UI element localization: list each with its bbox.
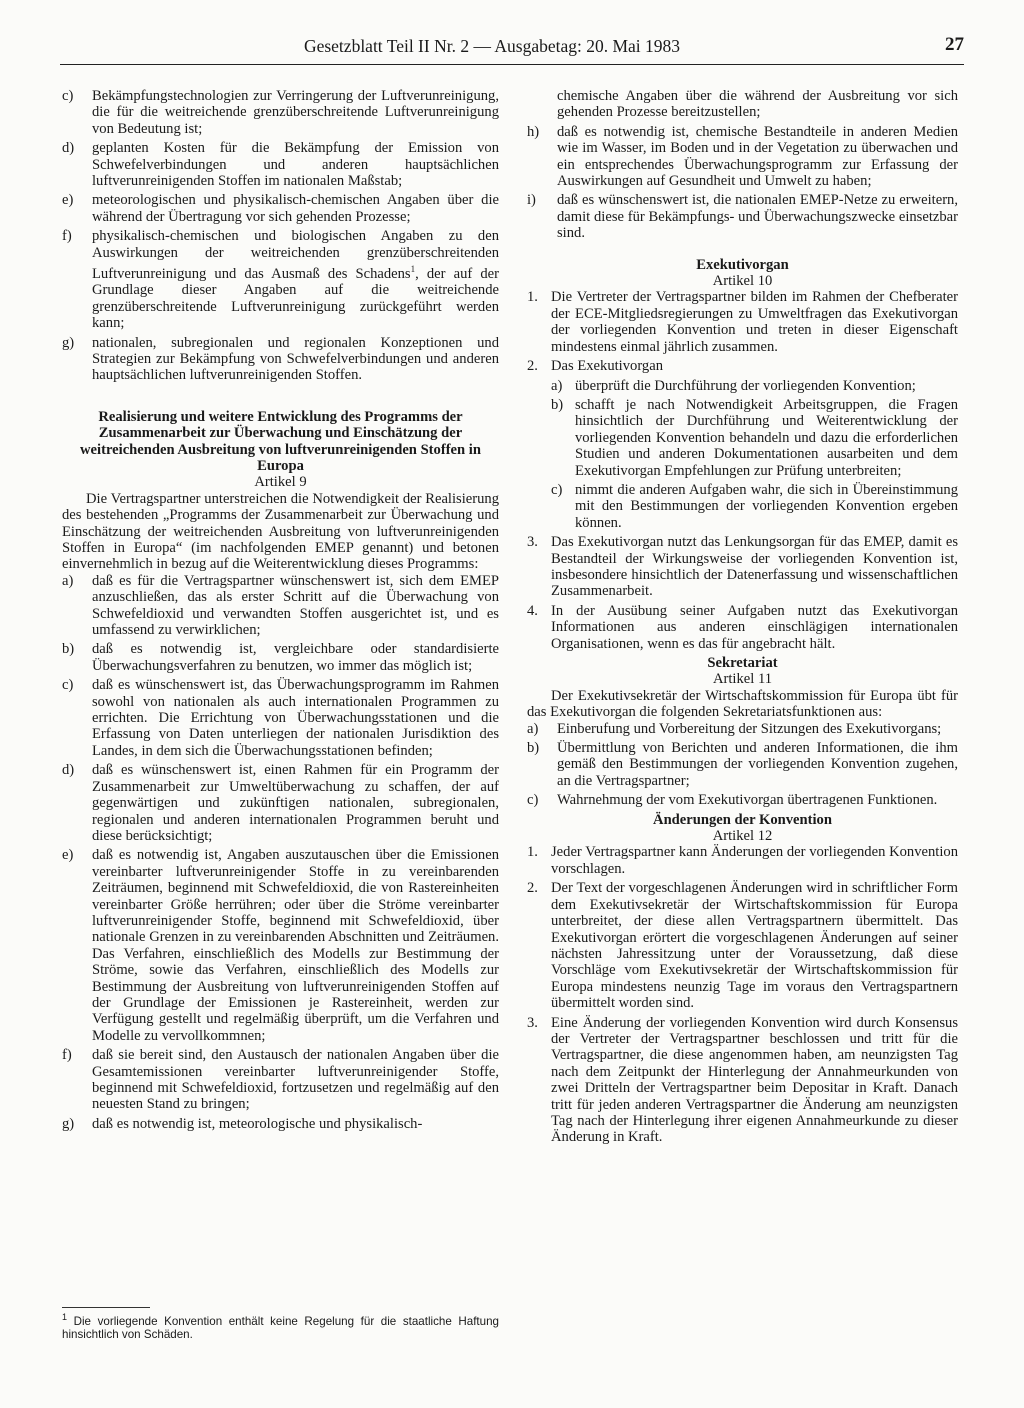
page-number: 27 bbox=[945, 34, 964, 55]
item-text: chemische Angaben über die während der Ausbreitung vor sich gehenden Prozesse bereitzustellen; bbox=[557, 88, 958, 121]
item-label-spacer bbox=[527, 88, 557, 121]
item-text: Die Vertreter der Vertragspartner bilden im Rahmen der Chefberater der ECE-Mitgliedsregierungen zu Umweltfragen das Exekutivorgan der vorliegenden Konvention und treten in dieser Eigenschaft mindestens einmal jährlich zusammen. bbox=[551, 289, 958, 355]
item-label: 2. bbox=[527, 358, 538, 375]
item-label: b) bbox=[551, 396, 564, 413]
item-text: nimmt die anderen Aufgaben wahr, die sich in Übereinstimmung mit den Bestimmungen der vorliegenden Konvention ergeben können. bbox=[575, 481, 958, 531]
spacer bbox=[62, 387, 499, 409]
item-label: e) bbox=[62, 192, 74, 209]
item-text: überprüft die Durchführung der vorliegenden Konvention; bbox=[575, 377, 916, 394]
list-item bbox=[62, 762, 499, 844]
item-text: daß es wünschenswert ist, das Überwachungsprogramm im Rahmen sowohl von nationalen als auch internationalen Programmen zu errichten. Die Errichtung von Überwachungsstationen und die Erfassung von Daten unterliegen der nationalen Jurisdiktion des Landes, in dem sich die Überwachungsstationen befinden; bbox=[92, 677, 499, 759]
item-label: 3. bbox=[527, 1014, 538, 1031]
item-text: meteorologischen und physikalisch-chemischen Angaben über die während der Übertragung vor sich gehenden Prozesse; bbox=[92, 192, 499, 225]
item-label: 1. bbox=[527, 844, 538, 861]
item-label: f) bbox=[62, 228, 72, 245]
list-item bbox=[62, 847, 499, 1044]
item-label: i) bbox=[527, 192, 536, 209]
item-label: g) bbox=[62, 334, 75, 351]
list-item bbox=[62, 641, 499, 674]
item-text-part: physikalisch-chemischen und biologischen Angaben zu den Auswirkungen der weitreichenden grenzüberschreitenden Luftverunreinigung und das Ausmaß des Schadens bbox=[92, 228, 499, 282]
item-text: In der Ausübung seiner Aufgaben nutzt das Exekutivorgan Informationen aus anderen einschlägigen internationalen Organisationen, wenn es das für angebracht hält. bbox=[551, 602, 958, 652]
item-label: c) bbox=[62, 88, 74, 104]
item-text: Der Text der vorgeschlagenen Änderungen wird in schriftlicher Form dem Exekutivsekretär der Wirtschaftskommission für Europa unterbreitet, der diese allen Vertragspartnern übermittelt. Das Exekutivorgan erörtert die vorgeschlagenen Änderungen auf seiner nächsten Jahressitzung unter der Voraussetzung, daß diese Vorschläge vom Exekutivsekretär der Wirtschaftskommission für Europa mindestens neunzig Tage im voraus den Vertragspartnern übermittelt worden sind. bbox=[551, 880, 958, 1012]
item-label: 1. bbox=[527, 289, 538, 306]
item-text: daß es notwendig ist, Angaben auszutauschen über die Emissionen vereinbarter luftverunreinigender Stoffe in zu vereinbarenden Zeiträumen, beginnend mit Schwefeldioxid, die von Rastereinheiten vereinbarter Größe herrühren; oder über die Ströme vereinbarter luftverunreinigender Stoffe, beginnend mit Schwefeldioxid, über nationale Grenzen in zu vereinbarenden Abschnitten und Zeiträumen. Das Verfahren, einschließlich des Modells zur Bestimmung der Ströme, sowie das Verfahren, einschließlich des Modells zur Bestimmung der Ausbreitung von luftverunreinigenden Stoffen auf der Grundlage der Emissionen je Rastereinheit, werden zur Verfügung gestellt und regelmäßig überprüft, um die Verfahren und Modelle zu vervollkommnen; bbox=[92, 847, 499, 1044]
numbered-item bbox=[527, 603, 958, 652]
item-text: Bekämpfungstechnologien zur Verringerung der Luftverunreinigung, die für die weitreichende grenzüberschreitende Luftverunreinigung von Bedeutung ist; bbox=[92, 88, 499, 137]
footnote-text: Die vorliegende Konvention enthält keine Regelung für die staatliche Haftung hinsichtlich von Schäden. bbox=[62, 1314, 499, 1341]
numbered-item bbox=[527, 289, 958, 355]
item-label: 4. bbox=[527, 602, 538, 619]
list-item bbox=[62, 573, 499, 639]
paragraph: Der Exekutivsekretär der Wirtschaftskommission für Europa übt für das Exekutivorgan die folgenden Sekretariatsfunktionen aus: bbox=[527, 687, 958, 721]
item-label: a) bbox=[527, 720, 539, 737]
article-number: Artikel 9 bbox=[254, 474, 307, 491]
item-text: Eine Änderung der vorliegenden Konvention wird durch Konsensus der Vertreter der Vertragspartner beschlossen und tritt für die Vertragspartner, die diese angenommen haben, am neunzigsten Tag nach dem Zeitpunkt der Hinterlegung der Annahmeurkunden von zwei Dritteln der Vertragspartner beim Depositar in Kraft. Danach tritt für jeden anderen Vertragspartner die Änderung am neunzigsten Tag nach der Hinterlegung ihrer eigenen Annahmeurkunde zu dieser Änderung in Kraft. bbox=[551, 1014, 958, 1146]
item-label: c) bbox=[551, 481, 563, 498]
page-header bbox=[60, 34, 964, 65]
item-text: daß es notwendig ist, meteorologische und physikalisch- bbox=[92, 1115, 423, 1132]
spacer bbox=[527, 245, 958, 257]
item-text: Das Exekutivorgan nutzt das Lenkungsorgan für das EMEP, damit es Bestandteil der Wirkungsweise der vorliegenden Konvention ist, insbesondere hinsichtlich der Datenerfassung und wissenschaftlichen Zusammenarbeit. bbox=[551, 534, 958, 600]
list-item bbox=[62, 677, 499, 759]
sub-item bbox=[551, 378, 958, 394]
item-text: nationalen, subregionalen und regionalen Konzeptionen und Strategien zur Bekämpfung von Schwefelverbindungen und anderen hauptsächlichen luftverunreinigenden Stoffen. bbox=[92, 334, 499, 384]
left-column bbox=[62, 88, 499, 1135]
item-label: c) bbox=[62, 677, 74, 694]
article-number: Artikel 10 bbox=[712, 273, 773, 290]
item-text: daß es notwendig ist, chemische Bestandteile in anderen Medien wie im Wasser, im Boden und in der Vegetation zu überwachen und ein entsprechendes Überwachungsprogramm zur Erfassung der Auswirkungen auf Gesundheit und Umwelt zu haben; bbox=[557, 123, 958, 190]
item-text: geplanten Kosten für die Bekämpfung der Emission von Schwefelverbindungen und anderen hauptsächlichen luftverunreinigenden Stoffen im nationalen Maßstab; bbox=[92, 140, 499, 190]
footnote-marker: 1 bbox=[62, 1312, 68, 1322]
list-item bbox=[527, 124, 958, 190]
section-heading: Exekutivorgan bbox=[696, 256, 789, 273]
item-text: daß es wünschenswert ist, einen Rahmen für ein Programm der Zusammenarbeit zur Umweltüberwachung zu schaffen, der auf gegenwärtigen und zukünftigen nationalen, subregionalen, regionalen und anderen internationalen Programmen beruht und diese berücksichtigt; bbox=[92, 762, 499, 844]
item-label: f) bbox=[62, 1047, 72, 1064]
item-label: c) bbox=[527, 792, 539, 809]
item-text: schafft je nach Notwendigkeit Arbeitsgruppen, die Fragen hinsichtlich der Durchführung und Weiterentwicklung der vorliegenden Konvention behandeln und dazu die erforderlichen Studien und anderen Dokumentationen ausarbeiten und dem Exekutivorgan Empfehlungen zur Prüfung unterbreiten; bbox=[575, 396, 958, 479]
article-number: Artikel 11 bbox=[712, 671, 773, 688]
list-item bbox=[527, 721, 958, 737]
sub-item bbox=[551, 397, 958, 479]
item-label: b) bbox=[62, 641, 75, 658]
section-heading: Sekretariat bbox=[707, 655, 778, 671]
list-item-continuation bbox=[527, 88, 958, 121]
item-label: 3. bbox=[527, 534, 538, 551]
footnote-reference[interactable]: 1 bbox=[410, 264, 416, 275]
item-label: d) bbox=[62, 762, 75, 779]
list-item bbox=[62, 1047, 499, 1113]
list-item bbox=[62, 140, 499, 189]
item-label: g) bbox=[62, 1115, 75, 1132]
item-text: daß es für die Vertragspartner wünschenswert ist, sich dem EMEP anzuschließen, das als erster Schritt auf die Überwachung von Schwefeldioxid und verwandten Stoffen ausgerichtet ist, und es umfassend zu verwirklichen; bbox=[92, 572, 499, 639]
item-text: Übermittlung von Berichten und anderen Informationen, die ihm gemäß den Bestimmungen der vorliegenden Konvention zugehen, an die Vertragspartner; bbox=[557, 740, 958, 789]
item-text: Einberufung und Vorbereitung der Sitzungen des Exekutivorgans; bbox=[557, 720, 942, 737]
list-item bbox=[527, 740, 958, 789]
numbered-item bbox=[527, 358, 958, 374]
list-item bbox=[62, 335, 499, 384]
list-item bbox=[62, 1116, 499, 1132]
item-text: Das Exekutivorgan bbox=[551, 358, 663, 375]
item-text: daß es notwendig ist, vergleichbare oder standardisierte Überwachungsverfahren zu benutzen, wo immer das möglich ist; bbox=[92, 641, 499, 674]
item-text-part: , der auf der Grundlage dieser Angaben auf die weitreichende grenzüberschreitende Luftverunreinigung zurückgeführt werden kann; bbox=[92, 265, 499, 332]
list-item bbox=[527, 792, 958, 808]
paragraph: Die Vertragspartner unterstreichen die Notwendigkeit der Realisierung des bestehenden „Programms der Zusammenarbeit zur Überwachung und Einschätzung der weitreichenden Ausbreitung von luftverunreinigenden Stoffen in Europa“ (im nachfolgenden EMEP genannt) und betonen einvernehmlich in bezug auf die Weiterentwicklung dieses Programms: bbox=[62, 490, 499, 573]
item-label: b) bbox=[527, 740, 540, 757]
section-heading: Änderungen der Konvention bbox=[653, 811, 832, 828]
list-item bbox=[62, 88, 499, 137]
sub-item bbox=[551, 482, 958, 531]
item-label: e) bbox=[62, 847, 74, 864]
list-item bbox=[527, 192, 958, 241]
list-item bbox=[62, 192, 499, 225]
section-heading: Realisierung und weitere Entwicklung des Programms der Zusammenarbeit zur Überwachung und Einschätzung der weitreichenden Ausbreitung von luftverunreinigenden Stoffen in Europa bbox=[80, 408, 481, 474]
item-text: Wahrnehmung der vom Exekutivorgan übertragenen Funktionen. bbox=[557, 792, 938, 809]
header-title: Gesetzblatt Teil II Nr. 2 — Ausgabetag: 20. Mai 1983 bbox=[303, 36, 681, 56]
numbered-item bbox=[527, 534, 958, 600]
item-text: daß sie bereit sind, den Austausch der nationalen Angaben über die Gesamtemissionen vereinbarter luftverunreinigender Stoffe, beginnend mit Schwefeldioxid, fortzusetzen und regelmäßig auf den neuesten Stand zu bringen; bbox=[92, 1047, 499, 1113]
item-label: h) bbox=[527, 123, 540, 140]
item-label: 2. bbox=[527, 880, 538, 897]
numbered-item bbox=[527, 1015, 958, 1146]
article-number: Artikel 12 bbox=[712, 828, 773, 845]
numbered-item bbox=[527, 844, 958, 877]
item-label: a) bbox=[62, 572, 74, 589]
item-text: Jeder Vertragspartner kann Änderungen der vorliegenden Konvention vorschlagen. bbox=[551, 844, 958, 877]
numbered-item bbox=[527, 880, 958, 1011]
item-label: a) bbox=[551, 377, 563, 394]
footnote bbox=[62, 1311, 499, 1341]
item-label: d) bbox=[62, 140, 75, 157]
item-text bbox=[92, 228, 499, 331]
right-column bbox=[527, 88, 958, 1149]
footnote-divider bbox=[62, 1307, 150, 1308]
list-item bbox=[62, 228, 499, 331]
item-text: daß es wünschenswert ist, die nationalen EMEP-Netze zu erweitern, damit diese für Bekämpfungs- und Überwachungszwecke einsetzbar sind. bbox=[557, 192, 958, 242]
